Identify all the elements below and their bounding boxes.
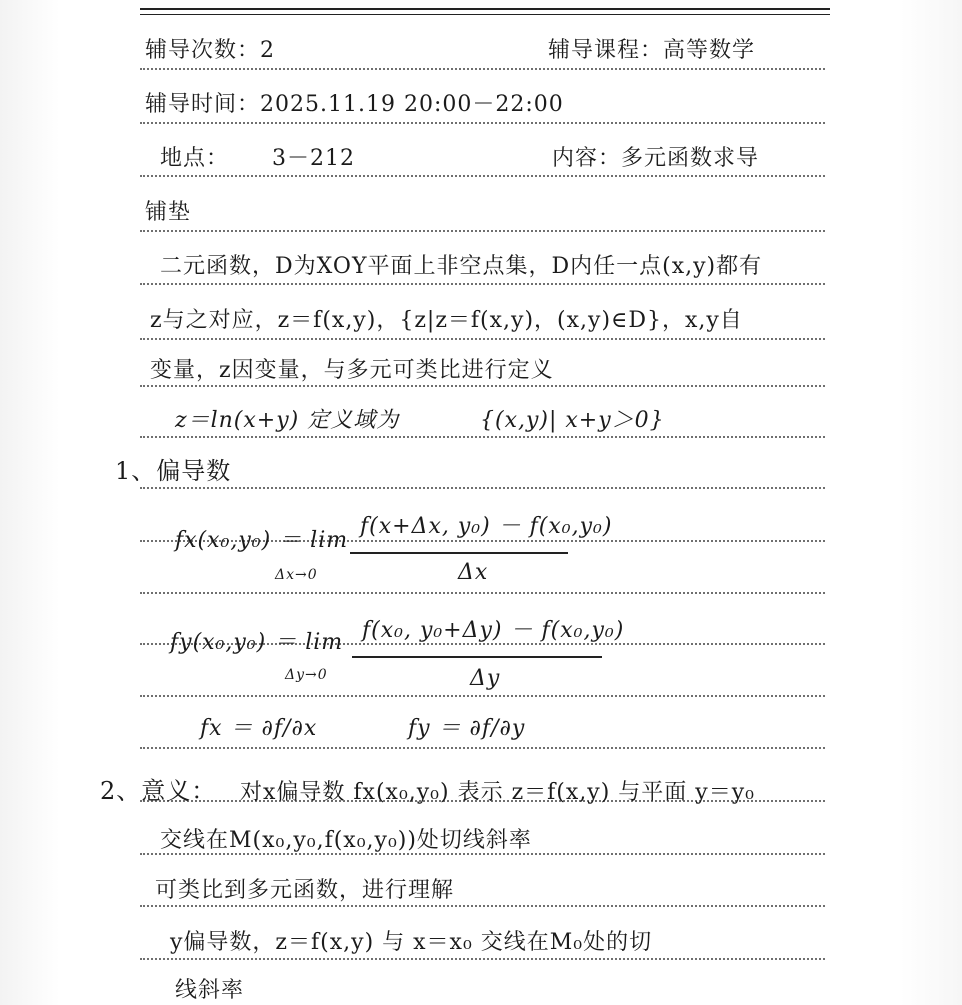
ruled-line bbox=[140, 122, 825, 124]
top-rule-2 bbox=[140, 14, 830, 15]
ruled-line bbox=[140, 958, 825, 960]
fx-limit-subscript: Δx→0 bbox=[275, 567, 318, 583]
ruled-line bbox=[140, 747, 825, 749]
fy-denominator: Δy bbox=[470, 666, 501, 691]
ruled-line bbox=[140, 385, 825, 387]
warmup-line: 二元函数，D为XOY平面上非空点集，D内任一点(x,y)都有 bbox=[160, 254, 763, 279]
fy-definition-lhs: fy(x₀,y₀) ＝ lim bbox=[170, 630, 344, 655]
ruled-line bbox=[140, 283, 825, 285]
meaning-line: 可类比到多元函数，进行理解 bbox=[155, 878, 455, 903]
tutoring-time: 辅导时间：2025.11.19 20:00－22:00 bbox=[145, 92, 564, 117]
warmup-title: 铺垫 bbox=[145, 200, 192, 225]
meaning-line: 交线在M(x₀,y₀,f(x₀,y₀))处切线斜率 bbox=[160, 828, 532, 853]
fx-numerator: f(x+Δx, y₀) － f(x₀,y₀) bbox=[360, 514, 613, 539]
section-title-partial-derivative: 1、偏导数 bbox=[115, 457, 232, 485]
warmup-line: z与之对应，z＝f(x,y)，{z|z＝f(x,y)，(x,y)∈D}，x,y自 bbox=[150, 308, 743, 333]
lesson-content: 内容：多元函数求导 bbox=[552, 146, 760, 171]
fx-fraction-bar bbox=[350, 552, 568, 554]
ruled-line bbox=[140, 338, 825, 340]
ruled-line bbox=[140, 487, 825, 489]
top-rule bbox=[140, 8, 830, 10]
ruled-line bbox=[140, 175, 825, 177]
place-label: 地点： bbox=[160, 146, 230, 171]
warmup-line: 变量，z因变量，与多元可类比进行定义 bbox=[150, 358, 554, 383]
session-count: 辅导次数：2 bbox=[145, 38, 275, 63]
domain-example: z＝ln(x+y) 定义域为 bbox=[175, 408, 400, 433]
ruled-line bbox=[140, 905, 825, 907]
meaning-line: 对x偏导数 fx(x₀,y₀) 表示 z＝f(x,y) 与平面 y＝y₀ bbox=[240, 780, 755, 805]
course-name: 辅导课程：高等数学 bbox=[548, 38, 756, 63]
meaning-line: 线斜率 bbox=[175, 978, 245, 1003]
fx-definition-lhs: fx(x₀,y₀) ＝ lim bbox=[175, 528, 349, 553]
fy-numerator: f(x₀, y₀+Δy) － f(x₀,y₀) bbox=[362, 618, 625, 643]
domain-set: {(x,y)| x+y＞0} bbox=[480, 408, 665, 433]
ruled-line bbox=[140, 592, 825, 594]
ruled-line bbox=[140, 68, 825, 70]
ruled-line bbox=[140, 230, 825, 232]
meaning-line: y偏导数，z＝f(x,y) 与 x＝x₀ 交线在M₀处的切 bbox=[170, 930, 653, 955]
section-title-meaning: 2、意义： bbox=[100, 777, 217, 805]
fy-fraction-bar bbox=[352, 656, 602, 658]
room-number: 3－212 bbox=[272, 146, 355, 171]
fy-limit-subscript: Δy→0 bbox=[285, 667, 328, 683]
fx-notation: fx ＝ ∂f/∂x bbox=[200, 716, 318, 741]
ruled-line bbox=[140, 436, 825, 438]
fx-denominator: Δx bbox=[458, 560, 489, 585]
fy-notation: fy ＝ ∂f/∂y bbox=[408, 716, 526, 741]
ruled-line bbox=[140, 695, 825, 697]
